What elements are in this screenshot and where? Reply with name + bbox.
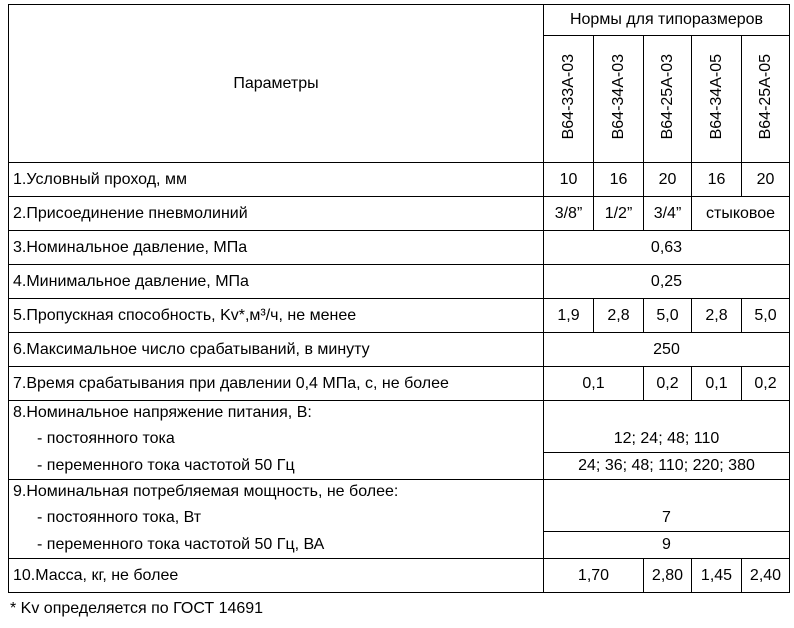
table-row xyxy=(9,426,790,453)
model-header: В64-25А-03 xyxy=(644,36,692,163)
param-sublabel: - переменного тока частотой 50 Гц xyxy=(9,453,544,480)
header-row xyxy=(9,5,790,36)
param-sublabel: - переменного тока частотой 50 Гц, ВА xyxy=(9,532,544,559)
value-cell: 1/2” xyxy=(594,197,644,231)
table-row xyxy=(9,480,790,505)
table-row xyxy=(9,532,790,559)
param-label: 6.Максимальное число срабатываний, в минуту xyxy=(9,333,544,367)
value-cell: 7 xyxy=(544,505,790,532)
spec-table xyxy=(8,4,790,593)
empty-cell xyxy=(544,401,790,426)
param-label: 2.Присоединение пневмолиний xyxy=(9,197,544,231)
value-cell: 2,8 xyxy=(594,299,644,333)
table-row xyxy=(9,231,790,265)
value-cell: 1,45 xyxy=(692,559,742,593)
value-cell: стыковое xyxy=(692,197,790,231)
value-cell: 0,25 xyxy=(544,265,790,299)
table-row xyxy=(9,367,790,401)
value-cell: 3/8” xyxy=(544,197,594,231)
norms-header: Нормы для типоразмеров xyxy=(544,5,790,36)
value-cell: 20 xyxy=(644,163,692,197)
value-cell: 0,2 xyxy=(644,367,692,401)
model-header: В64-34А-03 xyxy=(594,36,644,163)
table-row xyxy=(9,333,790,367)
value-cell: 1,70 xyxy=(544,559,644,593)
value-cell: 2,80 xyxy=(644,559,692,593)
table-row xyxy=(9,559,790,593)
value-cell: 12; 24; 48; 110 xyxy=(544,426,790,453)
value-cell: 20 xyxy=(742,163,790,197)
table-row xyxy=(9,265,790,299)
value-cell: 5,0 xyxy=(742,299,790,333)
empty-cell xyxy=(544,480,790,505)
value-cell: 16 xyxy=(692,163,742,197)
model-header: В64-25А-05 xyxy=(742,36,790,163)
param-sublabel: - постоянного тока, Вт xyxy=(9,505,544,532)
param-sublabel: - постоянного тока xyxy=(9,426,544,453)
table-row xyxy=(9,505,790,532)
params-header: Параметры xyxy=(9,5,544,163)
value-cell: 0,2 xyxy=(742,367,790,401)
value-cell: 5,0 xyxy=(644,299,692,333)
value-cell: 2,40 xyxy=(742,559,790,593)
value-cell: 1,9 xyxy=(544,299,594,333)
value-cell: 10 xyxy=(544,163,594,197)
param-label: 10.Масса, кг, не более xyxy=(9,559,544,593)
table-row xyxy=(9,163,790,197)
value-cell: 250 xyxy=(544,333,790,367)
value-cell: 9 xyxy=(544,532,790,559)
value-cell: 3/4” xyxy=(644,197,692,231)
value-cell: 0,63 xyxy=(544,231,790,265)
param-label: 8.Номинальное напряжение питания, В: xyxy=(9,401,544,426)
param-label: 1.Условный проход, мм xyxy=(9,163,544,197)
model-header: В64-34А-05 xyxy=(692,36,742,163)
value-cell: 0,1 xyxy=(692,367,742,401)
param-label: 9.Номинальная потребляемая мощность, не более: xyxy=(9,480,544,505)
value-cell: 0,1 xyxy=(544,367,644,401)
param-label: 5.Пропускная способность, Kv*,м³/ч, не менее xyxy=(9,299,544,333)
value-cell: 16 xyxy=(594,163,644,197)
value-cell: 24; 36; 48; 110; 220; 380 xyxy=(544,453,790,480)
param-label: 7.Время срабатывания при давлении 0,4 МПа, с, не более xyxy=(9,367,544,401)
table-row xyxy=(9,453,790,480)
value-cell: 2,8 xyxy=(692,299,742,333)
table-row xyxy=(9,401,790,426)
table-row xyxy=(9,197,790,231)
param-label: 4.Минимальное давление, МПа xyxy=(9,265,544,299)
param-label: 3.Номинальное давление, МПа xyxy=(9,231,544,265)
footnote: * Kv определяется по ГОСТ 14691 xyxy=(10,600,264,617)
table-row xyxy=(9,299,790,333)
model-header: В64-33А-03 xyxy=(544,36,594,163)
